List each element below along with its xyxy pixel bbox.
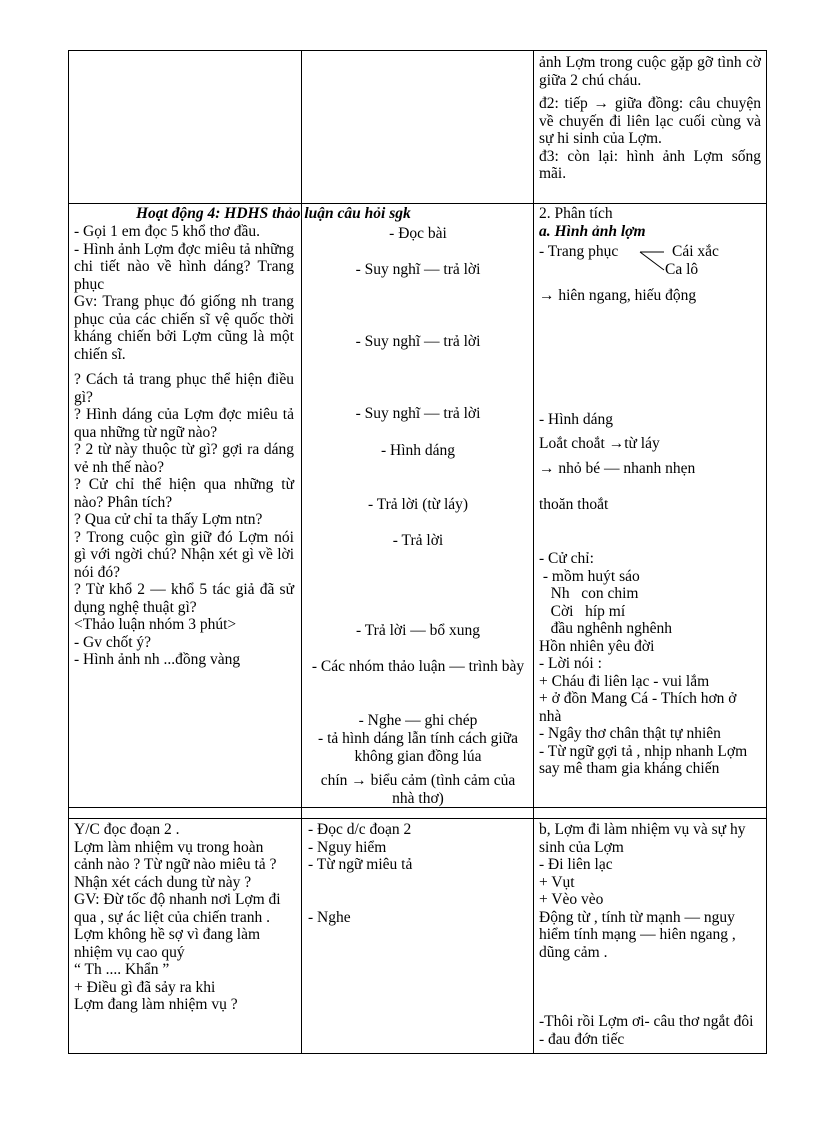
bottom-right-line: Động từ , tính từ mạnh — nguy hiểm tính mạng — hiên ngang , dũng cảm . <box>539 908 736 961</box>
column-divider-1 <box>301 50 302 1054</box>
bottom-left-line: Lợm làm nhiệm vụ trong hoàn cảnh nào ? Từ ngữ nào miêu tả ? Nhận xét cách dung từ này ? <box>74 838 277 891</box>
activity-title: Hoạt động 4: HDHS thảo luận câu hỏi sgk <box>136 205 411 222</box>
bottom-right-line: + Vèo vèo <box>539 891 604 908</box>
bottom-middle-column <box>308 821 530 926</box>
top-right-line-2: đ2: tiếp → giữa đồng: câu chuyện về chuyến đi liên lạc cuối cùng và sự hi sinh của Lợm. <box>539 95 761 147</box>
bottom-right-line: -Thôi rồi Lợm ơi- câu thơ ngắt đôi - đau đớn tiếc <box>539 1013 754 1048</box>
mid-left-line: <Thảo luận nhóm 3 phút> <box>74 616 237 633</box>
mid-left-line: ? Qua cử chỉ ta thấy Lợm ntn? <box>74 511 263 528</box>
mid-right-gestures <box>539 550 761 778</box>
column-divider-2 <box>533 50 534 1054</box>
mid-left-line: ? Cử chỉ thể hiện qua những từ nào? Phân tích? <box>74 476 294 511</box>
table-border-right <box>766 50 767 1054</box>
bottom-left-line: GV: Đừ tốc độ nhanh nơi Lợm đi <box>74 891 281 908</box>
mid-right-line: Hồn nhiên yêu đời <box>539 637 655 655</box>
mid-left-line: - Gọi 1 em đọc 5 khổ thơ đầu. <box>74 223 260 240</box>
mid-left-line: - Gv chốt ý? <box>74 633 152 651</box>
bottom-middle-line: - Nguy hiểm <box>308 838 387 856</box>
mid-right-line: - Từ ngữ gợi tả , nhịp nhanh Lợm say mê tham gia kháng chiến <box>539 742 748 777</box>
clothing-item-cap: Ca lô <box>665 261 699 278</box>
top-right-cell <box>539 54 761 183</box>
mid-middle-entry: chín → biểu cảm (tình cảm của nhà thơ) <box>320 772 516 807</box>
bottom-left-column <box>74 821 296 1014</box>
section-subtitle: a. Hình ảnh lợm <box>539 223 646 240</box>
bottom-left-line: + Điều gì đã sảy ra khi <box>74 978 216 996</box>
mid-middle-entry: - Đọc bài <box>389 225 447 242</box>
bottom-middle-line: - Đọc d/c đoạn 2 <box>308 821 412 838</box>
bottom-left-line: “ Th .... Khẩn ” <box>74 961 170 978</box>
mid-left-line: Gv: Trang phục đó giống nh trang phục của các chiến sĩ vệ quốc thời kháng chiến bởi Lợm cũng là một chiến sĩ. <box>74 293 294 363</box>
mid-left-line: - Hình ảnh Lợm đợc miêu tả những chi tiết nào về hình dáng? Trang phục <box>74 240 294 293</box>
mid-left-line: ? Hình dáng của Lợm đợc miêu tả qua những từ ngữ nào? <box>74 406 294 441</box>
bottom-left-line: Lợm đang làm nhiệm vụ ? <box>74 996 238 1013</box>
mid-right-line: - Ngây thơ chân thật tự nhiên <box>539 725 721 742</box>
mid-left-column <box>74 223 294 669</box>
bottom-middle-line: - Từ ngữ miêu tả <box>308 856 413 873</box>
mid-right-entry: thoăn thoắt <box>539 496 609 513</box>
top-right-line-1: ảnh Lợm trong cuộc gặp gỡ tình cờ giữa 2 chú cháu. <box>539 54 761 89</box>
mid-left-line: ? Từ khổ 2 — khổ 5 tác giả đã sử dụng nghệ thuật gì? <box>74 581 294 616</box>
mid-middle-entry: - Hình dáng <box>380 442 456 459</box>
mid-right-entry: → nhỏ bé — nhanh nhẹn <box>539 460 696 477</box>
mid-right-line: đầu nghênh nghênh <box>539 620 673 637</box>
mid-middle-entry: - Suy nghĩ — trả lời <box>355 333 481 350</box>
bottom-right-line: - Đi liên lạc <box>539 856 613 873</box>
mid-middle-entry: - Trả lời (từ láy) <box>367 496 469 513</box>
mid-right-entry: - Hình dáng <box>539 411 614 428</box>
mid-middle-entry: - Trả lời <box>392 532 444 549</box>
bottom-middle-line: - Nghe <box>308 908 351 926</box>
table-border-top <box>68 50 767 51</box>
mid-middle-entry: - tả hình dáng lẫn tính cách giữa không gian đồng lúa <box>318 730 518 765</box>
row-divider-2 <box>68 807 767 808</box>
mid-middle-entry: - Các nhóm thảo luận — trình bày <box>311 658 525 675</box>
bottom-right-line: b, Lợm đi làm nhiệm vụ và sự hy sinh của Lợm <box>539 821 746 856</box>
section-title: 2. Phân tích <box>539 205 613 222</box>
table-border-left <box>68 50 69 1054</box>
bottom-right-column <box>539 821 761 1048</box>
bottom-right-line: + Vụt <box>539 873 575 891</box>
mid-middle-entry: - Suy nghĩ — trả lời <box>355 261 481 278</box>
mid-right-line: - Cử chỉ: <box>539 550 594 567</box>
bottom-left-line: Y/C đọc đoạn 2 . <box>74 821 180 838</box>
mid-middle-entry: - Suy nghĩ — trả lời <box>355 405 481 422</box>
clothing-item-bag: Cái xắc <box>672 243 719 260</box>
mid-middle-entry: - Nghe — ghi chép <box>358 712 478 729</box>
bottom-left-line: qua , sự ác liệt của chiến tranh . Lợm không hề sợ vì đang làm nhiệm vụ cao quý <box>74 908 271 961</box>
mid-left-line: - Hình ảnh nh ...đồng vàng <box>74 651 241 668</box>
row-divider-3 <box>68 818 767 819</box>
table-border-bottom <box>68 1053 767 1054</box>
mid-right-entry: Loắt choắt →từ láy <box>539 435 660 452</box>
mid-left-line: ? Cách tả trang phục thể hiện điều gì? <box>74 371 294 406</box>
mid-left-line: ? 2 từ này thuộc từ gì? gợi ra dáng vẻ nh thế nào? <box>74 441 294 476</box>
mid-middle-entry: - Trả lời — bổ xung <box>355 622 481 639</box>
top-right-line-3: đ3: còn lại: hình ảnh Lợm sống mãi. <box>539 147 761 182</box>
lesson-table <box>68 50 767 1054</box>
mid-right-line: + Cháu đi liên lạc - vui lắm <box>539 672 710 690</box>
mid-right-line: Nh con chim <box>539 585 639 602</box>
row-divider-1 <box>68 203 767 204</box>
clothing-label: - Trang phục <box>539 243 619 260</box>
mid-right-entry: → hiên ngang, hiếu động <box>539 287 697 304</box>
mid-right-line: Cời híp mí <box>539 602 626 620</box>
mid-right-line: + ở đồn Mang Cá - Thích hơn ở nhà <box>539 690 737 725</box>
mid-left-line: ? Trong cuộc gìn giữ đó Lợm nói gì với ngời chú? Nhận xét gì về lời nói đó? <box>74 528 294 581</box>
mid-right-line: - Lời nói : <box>539 655 602 672</box>
mid-right-line: - mồm huýt sáo <box>539 567 640 585</box>
